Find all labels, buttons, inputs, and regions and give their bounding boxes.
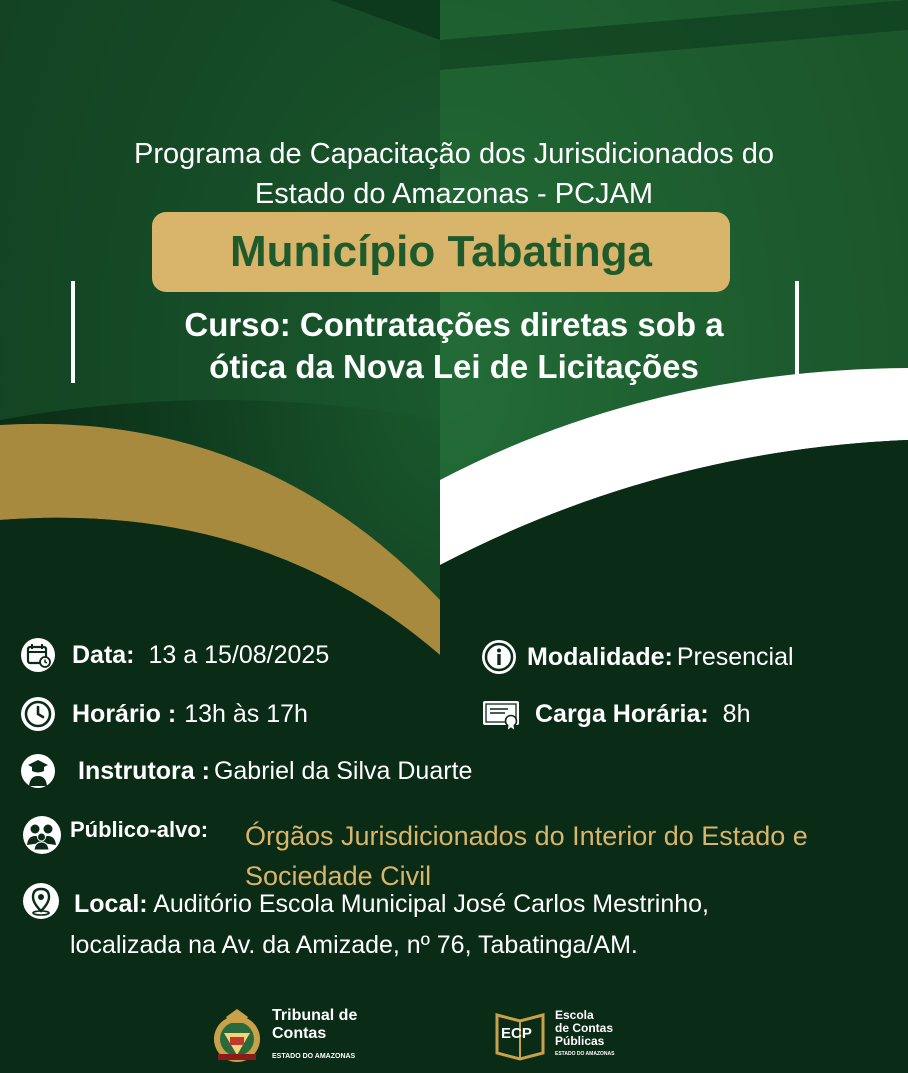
modalidade-row: [481, 639, 794, 675]
calendar-icon: [20, 637, 56, 673]
course-title-line2: ótica da Nova Lei de Licitações: [209, 348, 699, 385]
horario-label: Horário :: [72, 699, 177, 728]
carga-row: [481, 696, 750, 732]
municipality-name: Município Tabatinga: [229, 227, 653, 276]
ecp-name-line3: Públicas: [555, 1034, 605, 1048]
modalidade-value: Presencial: [676, 642, 794, 671]
program-title-line1: Programa de Capacitação dos Jurisdicionados do: [134, 138, 774, 170]
clock-icon: [20, 696, 56, 732]
carga-value: 8h: [722, 699, 751, 728]
tce-logo: [206, 1005, 386, 1067]
course-title-line1: Curso: Contratações diretas sob a: [184, 306, 724, 343]
data-value: 13 a 15/08/2025: [148, 640, 330, 669]
data-row: [20, 637, 329, 673]
carga-label: Carga Horária:: [535, 699, 709, 728]
ecp-logo: [493, 1005, 643, 1065]
graduate-icon: [20, 753, 56, 789]
program-title-line2: Estado do Amazonas - PCJAM: [254, 178, 654, 210]
instrutora-value: Gabriel da Silva Duarte: [213, 756, 473, 785]
modalidade-label: Modalidade:: [527, 642, 673, 671]
publico-value-line1: Órgãos Jurisdicionados do Interior do Estado e: [245, 821, 808, 851]
publico-value-line2: Sociedade Civil: [245, 861, 432, 891]
instrutora-label: Instrutora :: [78, 756, 210, 785]
tce-name-line1: Tribunal de: [272, 1007, 358, 1024]
ecp-subtitle: ESTADO DO AMAZONAS: [555, 1051, 615, 1057]
instrutora-row: [20, 753, 472, 789]
ecp-badge-text: ECP: [501, 1025, 532, 1042]
local-text: [70, 884, 710, 966]
municipality-badge: [152, 212, 730, 292]
location-pin-icon: [22, 882, 60, 920]
tce-name: [272, 1007, 357, 1043]
local-label: Local:: [74, 890, 148, 918]
local-value-line2: localizada na Av. da Amizade, nº 76, Tabatinga/AM.: [70, 931, 638, 959]
course-title: [80, 304, 828, 388]
tce-name-line2: Contas: [272, 1025, 327, 1042]
data-label: Data:: [72, 640, 135, 669]
local-value-line1: Auditório Escola Municipal José Carlos Mestrinho,: [153, 890, 710, 918]
tce-seal-icon: [206, 1005, 268, 1067]
ecp-name: [555, 1009, 613, 1048]
ecp-name-line1: Escola: [555, 1008, 594, 1022]
group-icon: [22, 815, 62, 855]
program-title: [0, 134, 908, 214]
horario-row: [20, 696, 308, 732]
info-icon: [481, 639, 517, 675]
ecp-name-line2: de Contas: [555, 1021, 614, 1035]
horario-value: 13h às 17h: [184, 699, 308, 728]
publico-label: Público-alvo:: [70, 817, 209, 842]
certificate-icon: [481, 696, 523, 732]
tce-subtitle: ESTADO DO AMAZONAS: [272, 1053, 356, 1060]
left-divider: [71, 281, 75, 383]
